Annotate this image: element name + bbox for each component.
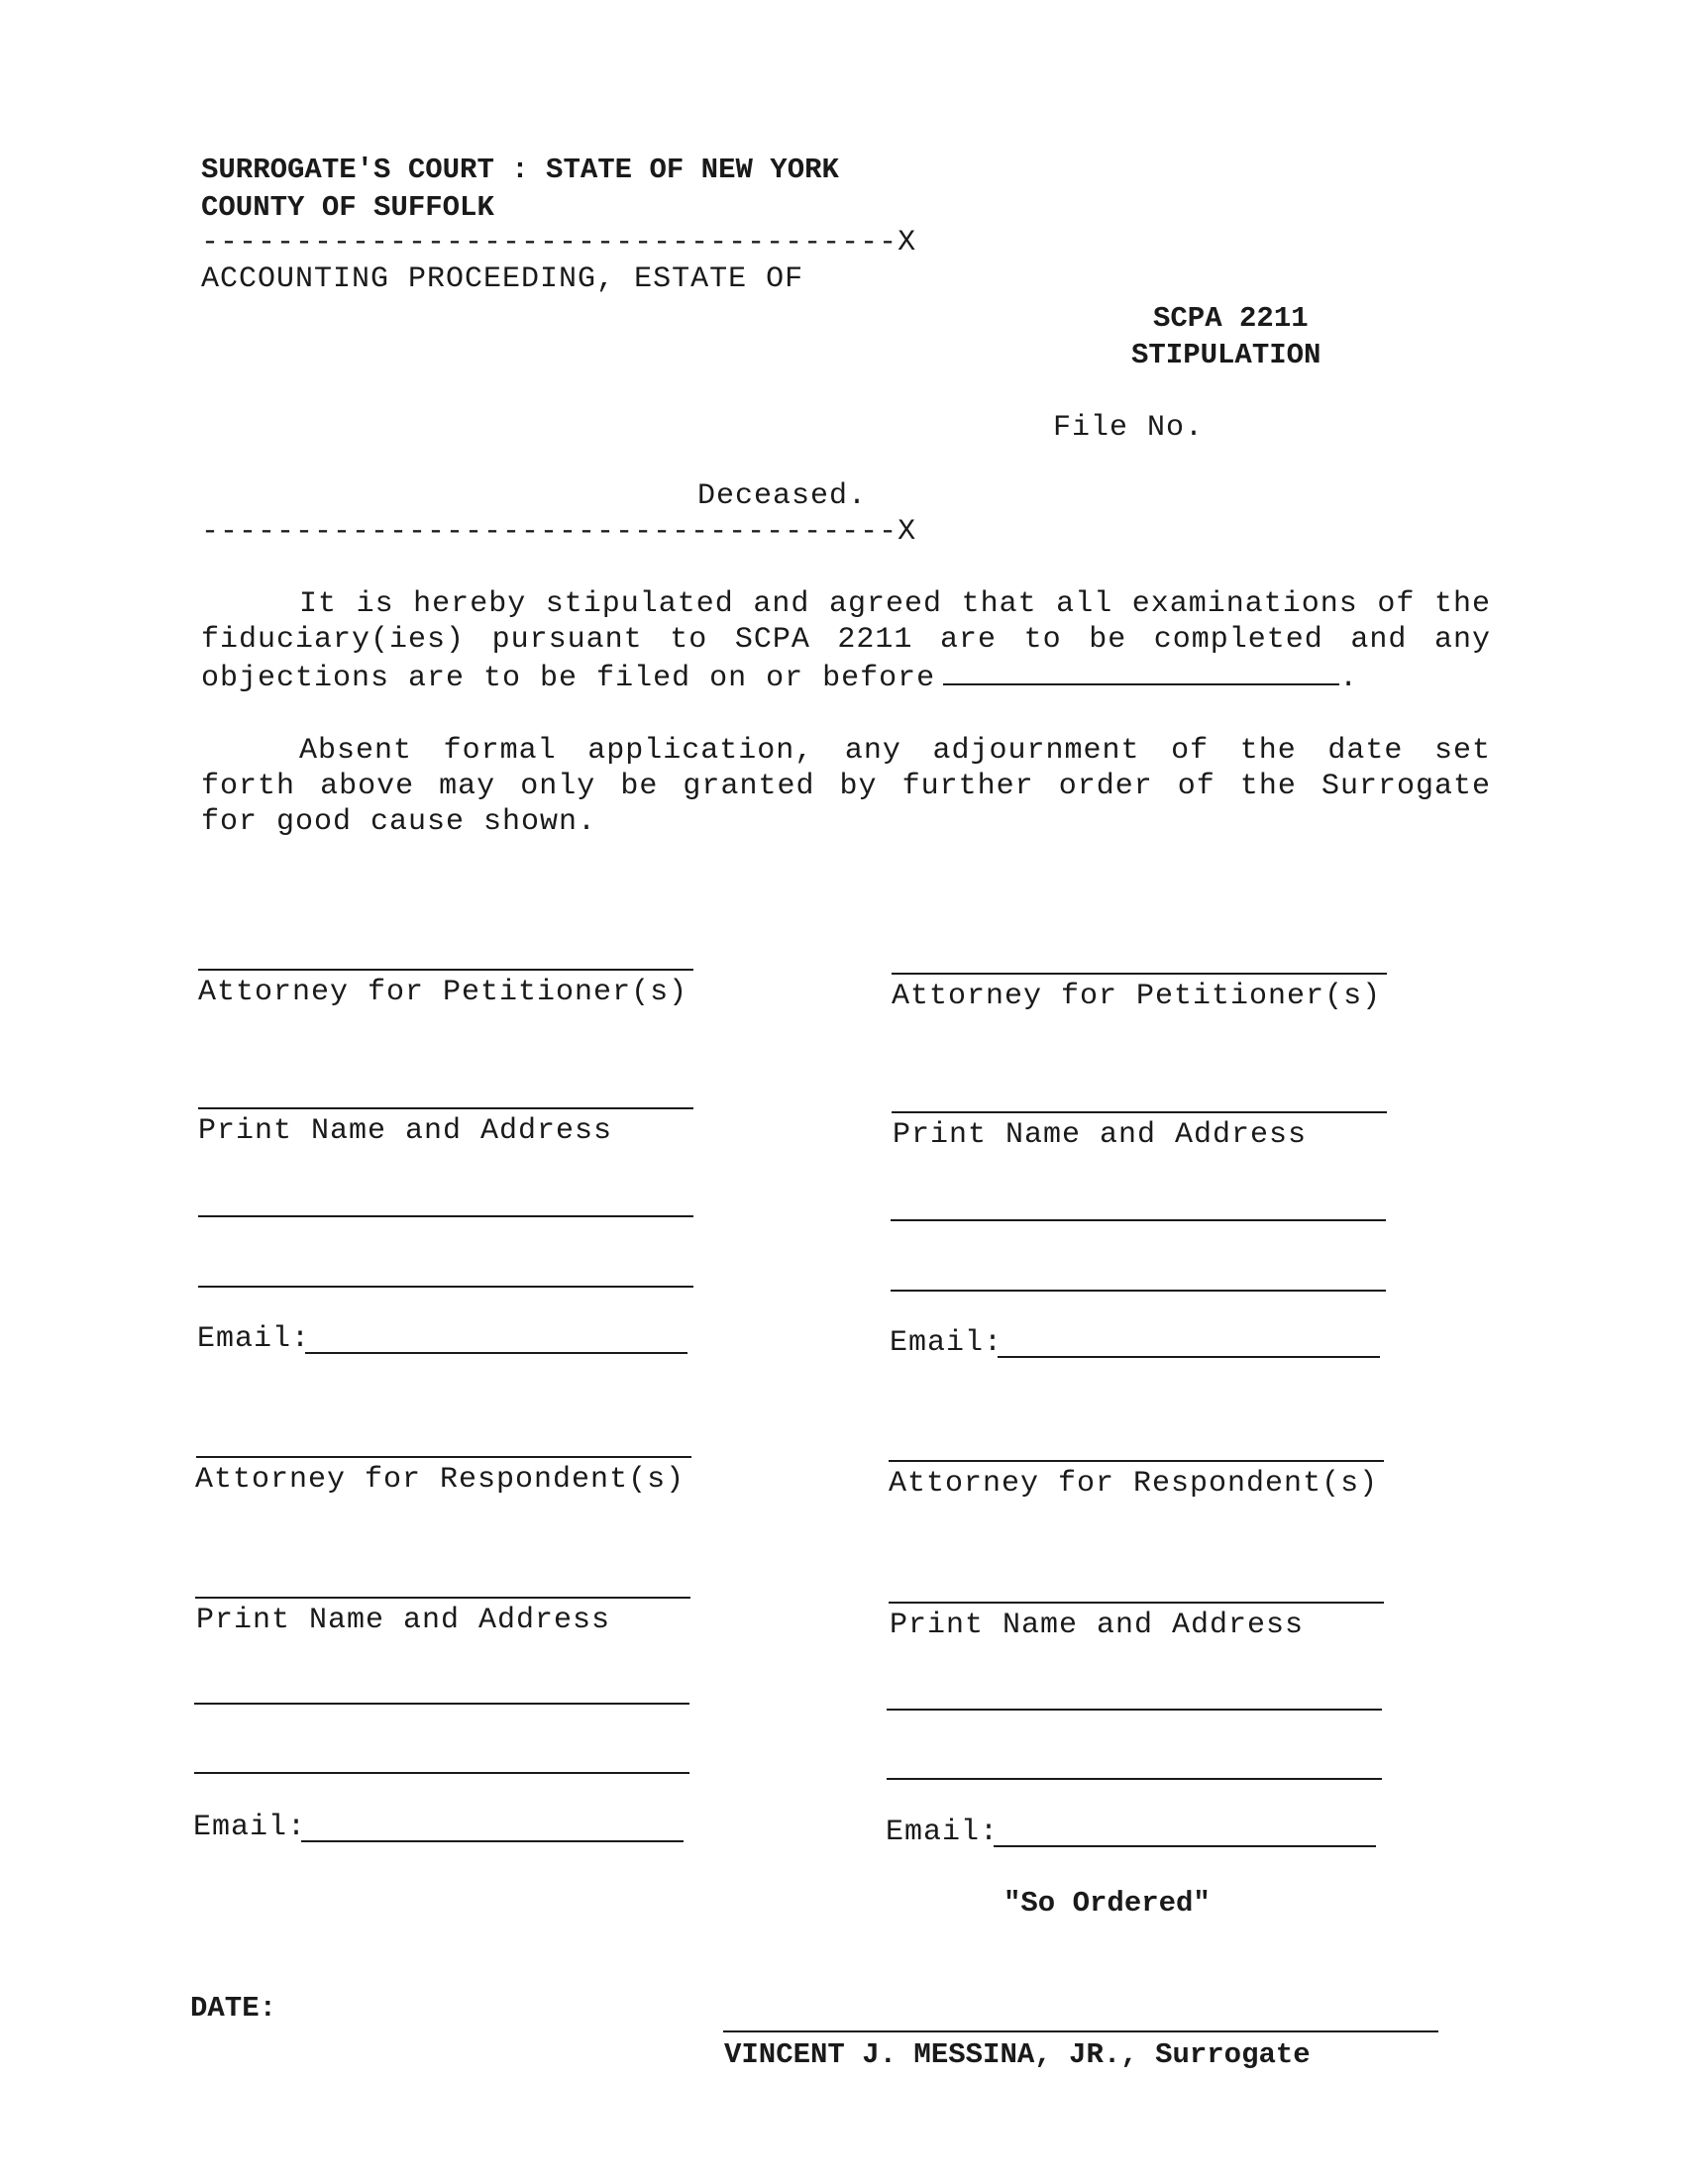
- scpa-section: SCPA 2211: [1153, 302, 1309, 335]
- proceeding-title: ACCOUNTING PROCEEDING, ESTATE OF: [201, 262, 804, 296]
- respondent-print-name-label-right: Print Name and Address: [890, 1609, 1305, 1642]
- petitioner-email-label-right: Email:: [890, 1326, 1003, 1360]
- respondent-attorney-signature-line-right[interactable]: [889, 1460, 1384, 1462]
- respondent-email-line-right[interactable]: [994, 1845, 1376, 1847]
- document-title: STIPULATION: [1131, 339, 1321, 371]
- respondent-print-name-line-left[interactable]: [195, 1597, 690, 1599]
- respondent-address-line-1-left[interactable]: [194, 1703, 689, 1705]
- respondent-attorney-label-left: Attorney for Respondent(s): [195, 1463, 686, 1497]
- paragraph-1-text: It is hereby stipulated and agreed that all examinations of the fiduciary(ies) pursuant to SCPA 2211 are to be completed and any objections are to be filed on or before: [201, 587, 1491, 695]
- stipulation-paragraph-1: [201, 586, 1491, 696]
- petitioner-email-line-right[interactable]: [998, 1356, 1380, 1358]
- caption-top-divider: -------------------------------------X: [201, 226, 917, 260]
- respondent-print-name-line-right[interactable]: [889, 1602, 1384, 1604]
- petitioner-print-name-label-left: Print Name and Address: [198, 1114, 613, 1148]
- petitioner-print-name-line-left[interactable]: [198, 1107, 693, 1109]
- petitioner-print-name-label-right: Print Name and Address: [893, 1118, 1308, 1152]
- respondent-address-line-2-right[interactable]: [887, 1778, 1382, 1780]
- petitioner-attorney-signature-line-right[interactable]: [892, 973, 1387, 975]
- respondent-print-name-label-left: Print Name and Address: [196, 1604, 611, 1637]
- petitioner-email-label-left: Email:: [197, 1322, 311, 1356]
- caption-bottom-divider: -------------------------------------X: [201, 515, 917, 549]
- respondent-email-line-left[interactable]: [301, 1840, 684, 1842]
- petitioner-attorney-signature-line-left[interactable]: [198, 969, 693, 971]
- petitioner-address-line-1-left[interactable]: [198, 1215, 693, 1217]
- surrogate-signature-line[interactable]: [723, 2030, 1438, 2032]
- respondent-email-label-right: Email:: [886, 1816, 1000, 1849]
- respondent-address-line-2-left[interactable]: [194, 1772, 689, 1774]
- petitioner-email-line-left[interactable]: [305, 1352, 687, 1354]
- deadline-date-field[interactable]: [943, 658, 1339, 685]
- paragraph-1-period: .: [1339, 662, 1359, 695]
- court-heading: SURROGATE'S COURT : STATE OF NEW YORK: [201, 154, 839, 186]
- surrogate-name: VINCENT J. MESSINA, JR., Surrogate: [724, 2038, 1311, 2071]
- date-label: DATE:: [190, 1992, 277, 2025]
- deceased-label: Deceased.: [697, 479, 868, 513]
- stipulation-paragraph-2: Absent formal application, any adjournment of the date set forth above may only be granted by further order of the Surrogate for good cause shown.: [201, 734, 1491, 839]
- respondent-address-line-1-right[interactable]: [887, 1709, 1382, 1711]
- so-ordered-label: "So Ordered": [1003, 1887, 1211, 1920]
- respondent-email-label-left: Email:: [193, 1811, 307, 1844]
- respondent-attorney-label-right: Attorney for Respondent(s): [889, 1467, 1379, 1501]
- petitioner-address-line-2-left[interactable]: [198, 1286, 693, 1288]
- petitioner-address-line-2-right[interactable]: [891, 1290, 1386, 1292]
- county-heading: COUNTY OF SUFFOLK: [201, 191, 494, 224]
- file-number-label: File No.: [1053, 411, 1205, 445]
- petitioner-attorney-label-left: Attorney for Petitioner(s): [198, 976, 688, 1009]
- petitioner-print-name-line-right[interactable]: [892, 1111, 1387, 1113]
- petitioner-attorney-label-right: Attorney for Petitioner(s): [892, 980, 1382, 1013]
- respondent-attorney-signature-line-left[interactable]: [196, 1456, 691, 1458]
- petitioner-address-line-1-right[interactable]: [891, 1219, 1386, 1221]
